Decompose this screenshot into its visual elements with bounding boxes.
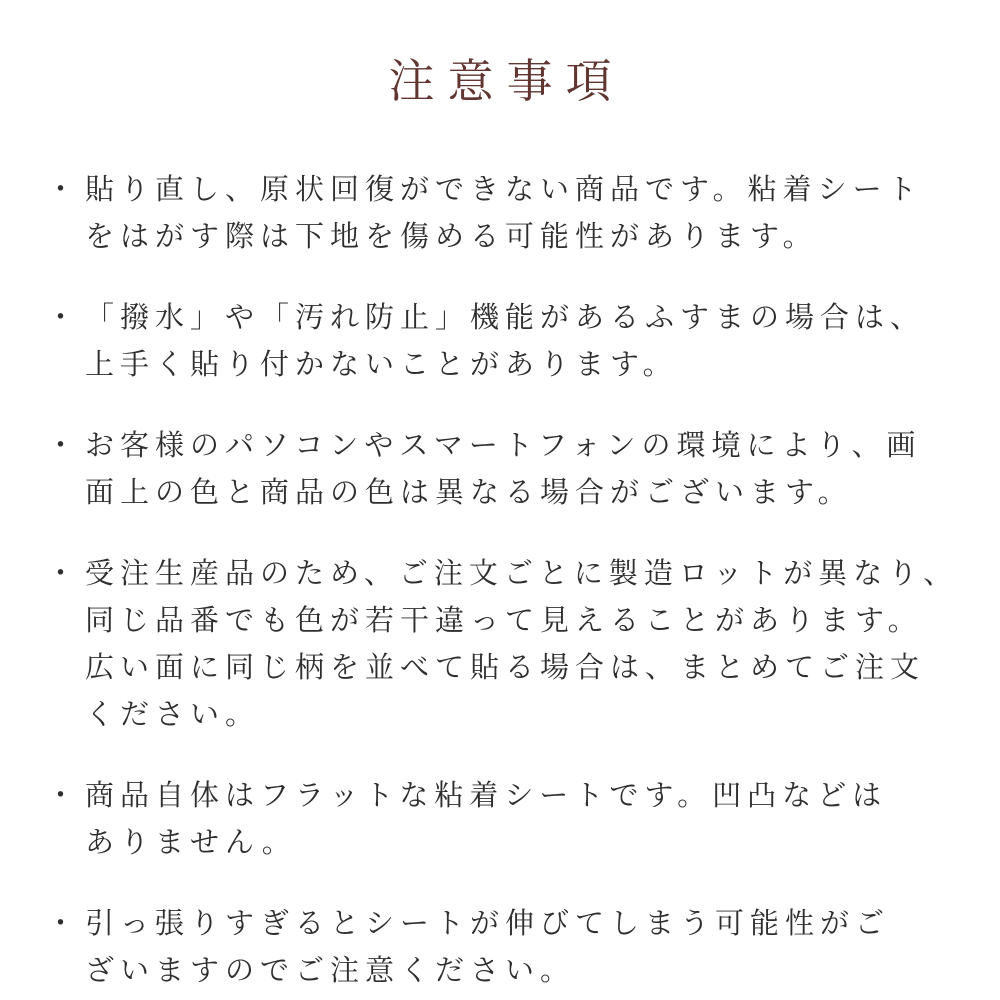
note-line: 商品自体はフラットな粘着シートです。凹凸などは — [85, 780, 888, 812]
note-line: 面上の色と商品の色は異なる場合がございます。 — [85, 477, 853, 509]
note-line: 「撥水」や「汚れ防止」機能があるふすまの場合は、 — [85, 302, 926, 334]
note-item — [0, 295, 1000, 389]
note-line: 引っ張りすぎるとシートが伸びてしまう可能性がご — [85, 908, 891, 940]
bullet-dot-icon: ・ — [46, 558, 76, 590]
note-item — [0, 423, 1000, 517]
note-item — [0, 773, 1000, 867]
page-title: 注意事項 — [388, 56, 625, 107]
note-line: 受注生産品のため、ご注文ごとに製造ロットが異なり、 — [85, 558, 959, 590]
note-line: 貼り直し、原状回復ができない商品です。粘着シート — [85, 174, 923, 206]
bullet-dot-icon: ・ — [46, 908, 76, 940]
note-line: をはがす際は下地を傷める可能性があります。 — [85, 221, 818, 253]
note-item — [0, 901, 1000, 995]
note-line: 同じ品番でも色が若干違って見えることがあります。 — [85, 605, 923, 637]
note-line: ありません。 — [85, 827, 297, 859]
precautions-page — [0, 45, 1000, 1000]
bullet-dot-icon: ・ — [46, 302, 76, 334]
note-item — [0, 167, 1000, 261]
note-line: 広い面に同じ柄を並べて貼る場合は、まとめてご注文 — [85, 652, 926, 684]
note-line: ください。 — [85, 699, 261, 731]
notes-list — [0, 167, 1000, 995]
bullet-dot-icon: ・ — [46, 430, 76, 462]
note-line: お客様のパソコンやスマートフォンの環境により、画 — [85, 430, 922, 462]
bullet-dot-icon: ・ — [46, 174, 76, 206]
bullet-dot-icon: ・ — [46, 780, 76, 812]
note-item — [0, 551, 1000, 739]
note-line: ざいますのでご注意ください。 — [85, 955, 576, 987]
note-line: 上手く貼り付かないことがあります。 — [85, 349, 678, 381]
